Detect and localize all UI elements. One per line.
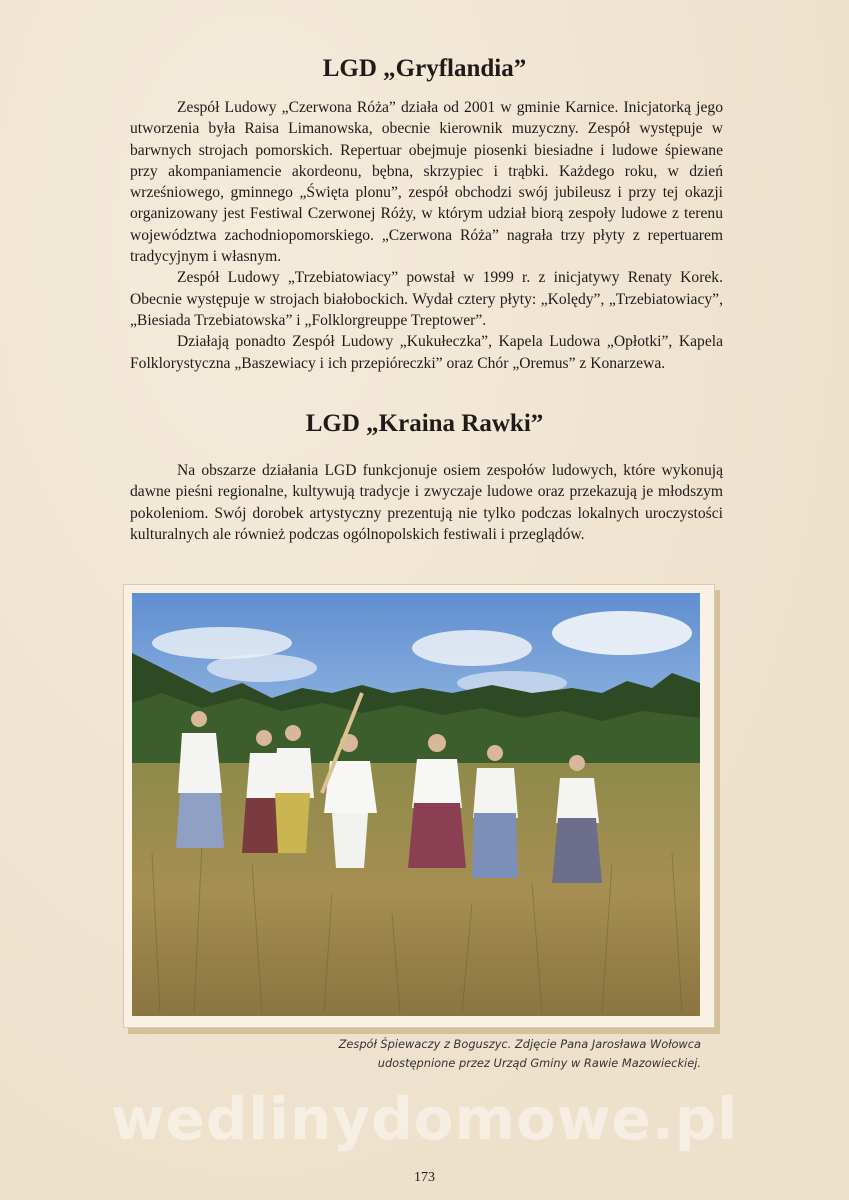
- photo-frame: [123, 584, 715, 1028]
- paragraph: Zespół Ludowy „Czerwona Róża” działa od 2001 w gminie Karnice. Inicjatorką jego utworzenia była Raisa Limanowska, obecnie kierownik muzyczny. Zespół występuje w barwnych strojach pomorskich. Repertuar obejmuje piosenki biesiadne i ludowe śpiewane przy akompaniamencie akordeonu, bębna, skrzypiec i trąbki. Każdego roku, w dzień wrześniowego, gminnego „Święta plonu”, zespół obchodzi swój jubileusz i przy tej okazji organizowany jest Festiwal Czerwonej Róży, w którym udział biorą zespoły ludowe z terenu województwa zachodniopomorskiego. „Czerwona Róża” nagrała trzy płyty z repertuarem tradycyjnym i własnym.: [130, 99, 723, 266]
- caption-line: Zespół Śpiewaczy z Boguszyc. Zdjęcie Pana Jarosława Wołowca: [338, 1037, 701, 1051]
- photo-caption: [201, 1035, 701, 1073]
- paragraph: Działają ponadto Zespół Ludowy „Kukułeczka”, Kapela Ludowa „Opłotki”, Kapela Folklorystyczna „Baszewiacy i ich przepióreczki” oraz Chór „Oremus” z Konarzewa.: [130, 333, 723, 372]
- caption-line: udostępnione przez Urząd Gminy w Rawie Mazowieckiej.: [377, 1056, 701, 1070]
- page-number: 173: [414, 1170, 435, 1185]
- section-title-gryflandia: LGD „Gryflandia”: [322, 55, 527, 82]
- paragraph: Na obszarze działania LGD funkcjonuje osiem zespołów ludowych, które wykonują dawne pieśni regionalne, kultywują tradycje i zwyczaje ludowe oraz przekazują je młodszym pokoleniom. Swój dorobek artystyczny prezentują nie tylko podczas lokalnych uroczystości kulturalnych ale również podczas ogólnopolskich festiwali i przeglądów.: [130, 462, 723, 543]
- section-body-gryflandia: [130, 97, 723, 374]
- section-body-kraina-rawki: [130, 460, 723, 545]
- paragraph: Zespół Ludowy „Trzebiatowiacy” powstał w 1999 r. z inicjatywy Renaty Korek. Obecnie występuje w strojach białobockich. Wydał cztery płyty: „Kolędy”, „Trzebiatowiacy”, „Biesiada Trzebiatowska” i „Folklorgreuppe Treptower”.: [130, 269, 723, 329]
- watermark: wedlinydomowe.pl: [110, 1085, 739, 1153]
- folk-group-photo: [132, 593, 700, 1016]
- section-title-kraina-rawki: LGD „Kraina Rawki”: [305, 410, 544, 437]
